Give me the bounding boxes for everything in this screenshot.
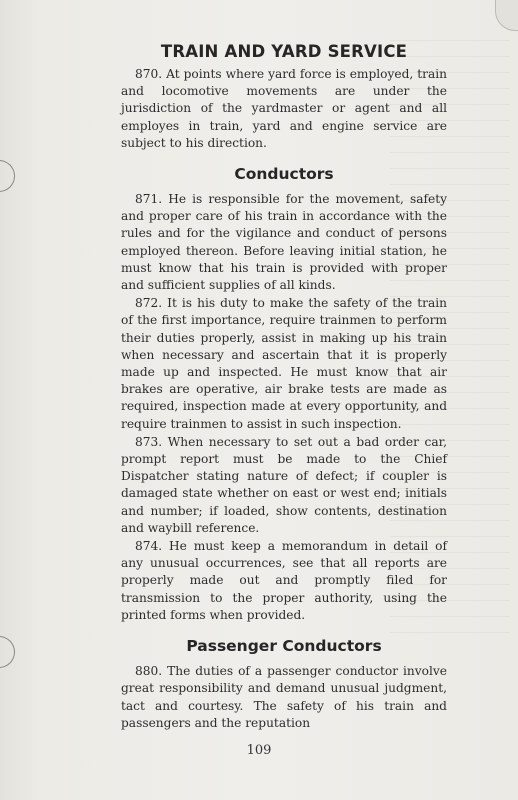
section-heading-conductors: Conductors [234,165,334,184]
binder-hole-bottom [0,636,15,668]
page-number: 109 [246,743,272,758]
rule-872: 872. It is his duty to make the safety of the train of the first importance, require trainmen to perform their duties properly, assist in making up his train when necessary and ascertain that it is properly made up and inspected. He must know that air brakes are operative, air brake tests are made as required, inspection made at every opportunity, and require trainmen to assist in such inspection. [121,296,447,431]
page-corner [495,0,518,31]
page-content [121,42,447,733]
rule-871: 871. He is responsible for the movement, safety and proper care of his train in accordance with the rules and for the vigilance and conduct of persons employed thereon. Before leaving initial station, he must know that his train is provided with proper and sufficient supplies of all kinds. [121,192,447,293]
page-title: TRAIN AND YARD SERVICE [160,42,408,61]
section-heading-passenger-conductors: Passenger Conductors [186,637,382,656]
rule-870: 870. At points where yard force is employed, train and locomotive movements are under the jurisdiction of the yardmaster or agent and all employes in train, yard and engine service are subject to his direction. [121,67,447,150]
rule-874: 874. He must keep a memorandum in detail of any unusual occurrences, see that all reports are properly made out and promptly filed for transmission to the proper authority, using the printed forms when provided. [121,539,447,622]
rule-873: 873. When necessary to set out a bad order car, prompt report must be made to the Chief Dispatcher stating nature of defect; if coupler is damaged state whether on east or west end; initials and number; if loaded, show contents, destination and waybill reference. [121,434,447,535]
binder-hole-top [0,160,15,192]
rule-880: 880. The duties of a passenger conductor involve great responsibility and demand unusual judgment, tact and courtesy. The safety of his train and passengers and the reputation [121,664,447,730]
